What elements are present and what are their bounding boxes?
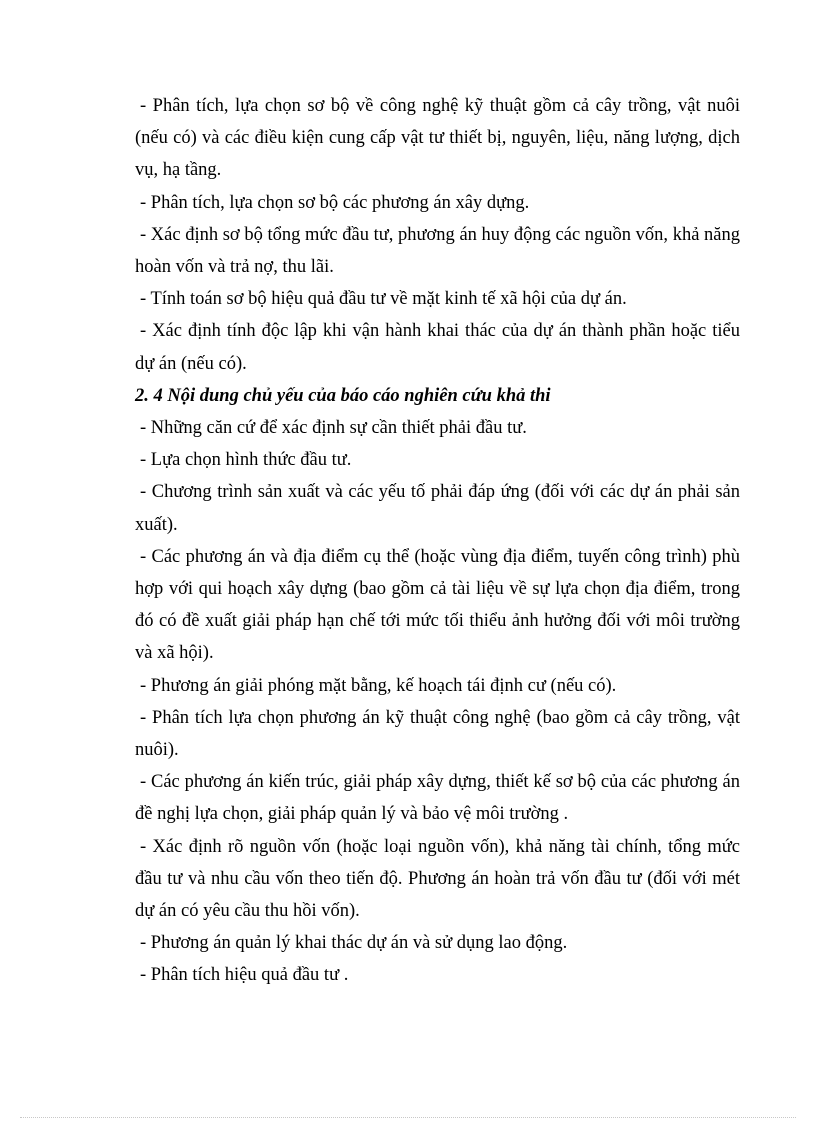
paragraph-management-labor: - Phương án quản lý khai thác dự án và sử dụng lao động. — [140, 933, 568, 954]
paragraph-investment-form: - Lựa chọn hình thức đầu tư. — [140, 450, 352, 471]
paragraph-technical-options: - Phân tích lựa chọn phương án kỹ thuật công nghệ (bao gồm cả cây trồng, vật nuôi). — [135, 707, 740, 761]
paragraph-location-options: - Các phương án và địa điểm cụ thể (hoặc vùng địa điểm, tuyến công trình) phù hợp với qui hoạch xây dựng (bao gồm cả tài liệu về sự lựa chọn địa điểm, trong đó có đề xuất giải pháp hạn chế tới mức tối thiểu ảnh hưởng đối với môi trường và xã hội). — [135, 546, 740, 664]
paragraph-site-clearance: - Phương án giải phóng mặt bằng, kế hoạch tái định cư (nếu có). — [140, 675, 617, 696]
page-bottom-divider — [20, 1117, 796, 1118]
paragraph-efficiency-analysis: - Phân tích hiệu quả đầu tư . — [140, 965, 349, 986]
paragraph-technology-selection: - Phân tích, lựa chọn sơ bộ về công nghệ kỹ thuật gồm cả cây trồng, vật nuôi (nếu có) và các điều kiện cung cấp vật tư thiết bị, nguyên, liệu, năng lượng, dịch vụ, hạ tầng. — [135, 96, 740, 181]
paragraph-component-independence: - Xác định tính độc lập khi vận hành khai thác của dự án thành phần hoặc tiểu dự án (nếu có). — [135, 321, 740, 374]
paragraph-socioeconomic-efficiency: - Tính toán sơ bộ hiệu quả đầu tư về mặt kinh tế xã hội của dự án. — [140, 289, 627, 310]
document-body — [135, 90, 740, 992]
paragraph-architecture-options: - Các phương án kiến trúc, giải pháp xây dựng, thiết kế sơ bộ của các phương án đề nghị lựa chọn, giải pháp quản lý và bảo vệ môi trường . — [135, 772, 740, 825]
paragraph-construction-options: - Phân tích, lựa chọn sơ bộ các phương án xây dựng. — [140, 192, 530, 213]
section-heading: 2. 4 Nội dung chủ yếu của báo cáo nghiên cứu khả thi — [135, 385, 551, 406]
paragraph-production-program: - Chương trình sản xuất và các yếu tố phải đáp ứng (đối với các dự án phải sản xuất). — [135, 482, 740, 535]
paragraph-investment-necessity: - Những căn cứ để xác định sự cần thiết phải đầu tư. — [140, 418, 527, 439]
paragraph-capital-sources: - Xác định rõ nguồn vốn (hoặc loại nguồn vốn), khả năng tài chính, tổng mức đầu tư và nhu cầu vốn theo tiến độ. Phương án hoàn trả vốn đầu tư (đối với mét dự án có yêu cầu thu hồi vốn). — [135, 836, 740, 922]
paragraph-investment-capital: - Xác định sơ bộ tổng mức đầu tư, phương án huy động các nguồn vốn, khả năng hoàn vốn và trả nợ, thu lãi. — [135, 224, 740, 278]
